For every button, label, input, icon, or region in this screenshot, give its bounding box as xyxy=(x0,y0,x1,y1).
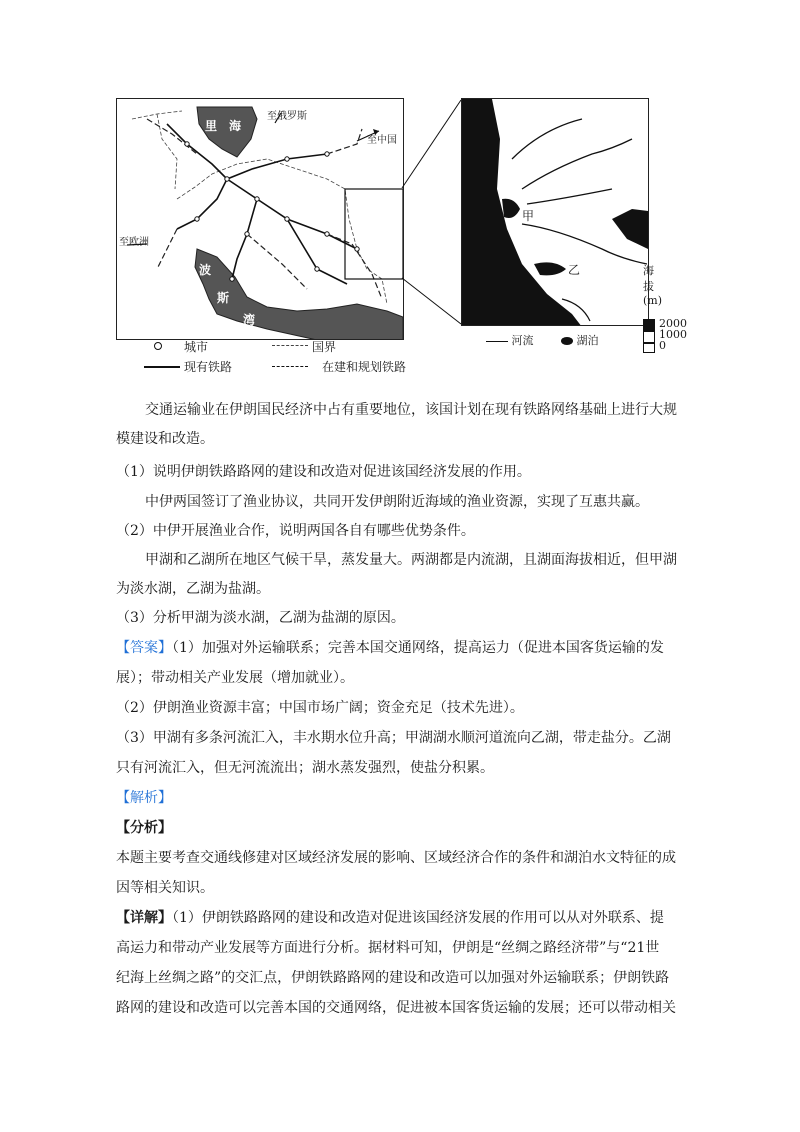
planned-rail-legend-icon xyxy=(272,366,308,367)
planned-rail-label: 在建和规划铁路 xyxy=(322,360,407,374)
border-legend-icon xyxy=(272,345,308,346)
railway-legend xyxy=(154,342,454,382)
river-legend-label: 河流 xyxy=(511,334,534,347)
question-1: （1）说明伊朗铁路路网的建设和改造对促进该国经济发展的作用。 xyxy=(116,464,531,480)
lake-map-drawing xyxy=(462,99,649,326)
answer-1b: 展）；带动相关产业发展（增加就业）。 xyxy=(116,670,354,686)
detail-line-1 xyxy=(116,907,664,927)
border-legend-label: 国界 xyxy=(312,340,337,354)
fenxi-line-1: 本题主要考查交通线修建对区域经济发展的影响、区域经济合作的条件和湖泊水文特征的成 xyxy=(116,850,676,866)
elevation-legend-title: 海拔(m) xyxy=(643,264,663,307)
lake-legend-label: 湖泊 xyxy=(576,334,599,347)
analysis-tag: 【解析】 xyxy=(116,790,172,806)
tick-0: 0 xyxy=(659,339,666,352)
map-figure xyxy=(116,98,687,388)
question-3: （3）分析甲湖为淡水湖，乙湖为盐湖的原因。 xyxy=(116,610,405,626)
to-europe-label: 至欧洲 xyxy=(119,237,149,248)
intro-line-1: 交通运输业在伊朗国民经济中占有重要地位，该国计划在现有铁路网络基础上进行大规 xyxy=(145,402,677,418)
detail-tag: 【详解】 xyxy=(116,910,172,926)
caspian-label-2: 海 xyxy=(229,119,242,133)
answer-1a: （1）加强对外运输联系；完善本国交通网络，提高运力（促进本国客货运输的发 xyxy=(172,640,664,656)
paragraph-3-line-1: 甲湖和乙湖所在地区气候干旱，蒸发量大。两湖都是内流湖，且湖面海拔相近，但甲湖 xyxy=(145,552,677,568)
gulf-label-2: 斯 xyxy=(217,291,230,305)
answer-line-1 xyxy=(116,637,664,657)
lake-yi-label: 乙 xyxy=(568,263,581,277)
to-russia-label: 至俄罗斯 xyxy=(267,111,307,122)
to-china-label: 至中国 xyxy=(367,135,397,146)
paragraph-3-line-2: 为淡水湖，乙湖为盐湖。 xyxy=(116,581,270,597)
intro-line-2: 模建设和改造。 xyxy=(116,431,214,447)
answer-3b: 只有河流汇入，但无河流流出；湖水蒸发强烈，使盐分积累。 xyxy=(116,760,494,776)
tick-2000: 2000 xyxy=(659,317,687,330)
lake-jia-label: 甲 xyxy=(522,209,535,223)
city-legend-icon xyxy=(154,342,162,350)
tick-1000: 1000 xyxy=(659,328,687,341)
detail-1: （1）伊朗铁路路网的建设和改造对促进该国经济发展的作用可以从对外联系、提 xyxy=(172,910,664,926)
lake-detail-map xyxy=(461,98,649,326)
lake-legend-icon xyxy=(561,337,573,345)
answer-3a: （3）甲湖有多条河流汇入，丰水期水位升高；甲湖湖水顺河道流向乙湖，带走盐分。乙湖 xyxy=(116,730,671,746)
gulf-label-3: 湾 xyxy=(243,313,256,327)
fenxi-tag: 【分析】 xyxy=(116,820,172,836)
detail-line-4: 路网的建设和改造可以完善本国的交通网络，促进被本国客货运输的发展；还可以带动相关 xyxy=(116,1000,676,1016)
river-legend-icon xyxy=(486,341,508,342)
city-legend-label: 城市 xyxy=(184,340,209,354)
existing-rail-legend-icon xyxy=(144,366,180,368)
elevation-legend xyxy=(643,262,687,359)
paragraph-2: 中伊两国签订了渔业协议，共同开发伊朗附近海域的渔业资源，实现了互惠共赢。 xyxy=(145,494,649,510)
detail-line-3: 纪海上丝绸之路”的交汇点，伊朗铁路路网的建设和改造可以加强对外运输联系；伊朗铁路 xyxy=(116,970,670,986)
answer-2: （2）伊朗渔业资源丰富；中国市场广阔；资金充足（技术先进）。 xyxy=(116,700,524,716)
gulf-label-1: 波 xyxy=(199,263,212,277)
existing-rail-label: 现有铁路 xyxy=(184,360,233,374)
question-2: （2）中伊开展渔业合作，说明两国各自有哪些优势条件。 xyxy=(116,523,475,539)
river-lake-legend xyxy=(486,332,599,348)
answer-tag: 【答案】 xyxy=(116,640,172,656)
caspian-label-1: 里 xyxy=(205,119,218,133)
fenxi-line-2: 因等相关知识。 xyxy=(116,880,214,896)
detail-line-2: 高运力和带动产业发展等方面进行分析。据材料可知，伊朗是“丝绸之路经济带”与“21世 xyxy=(116,940,660,956)
